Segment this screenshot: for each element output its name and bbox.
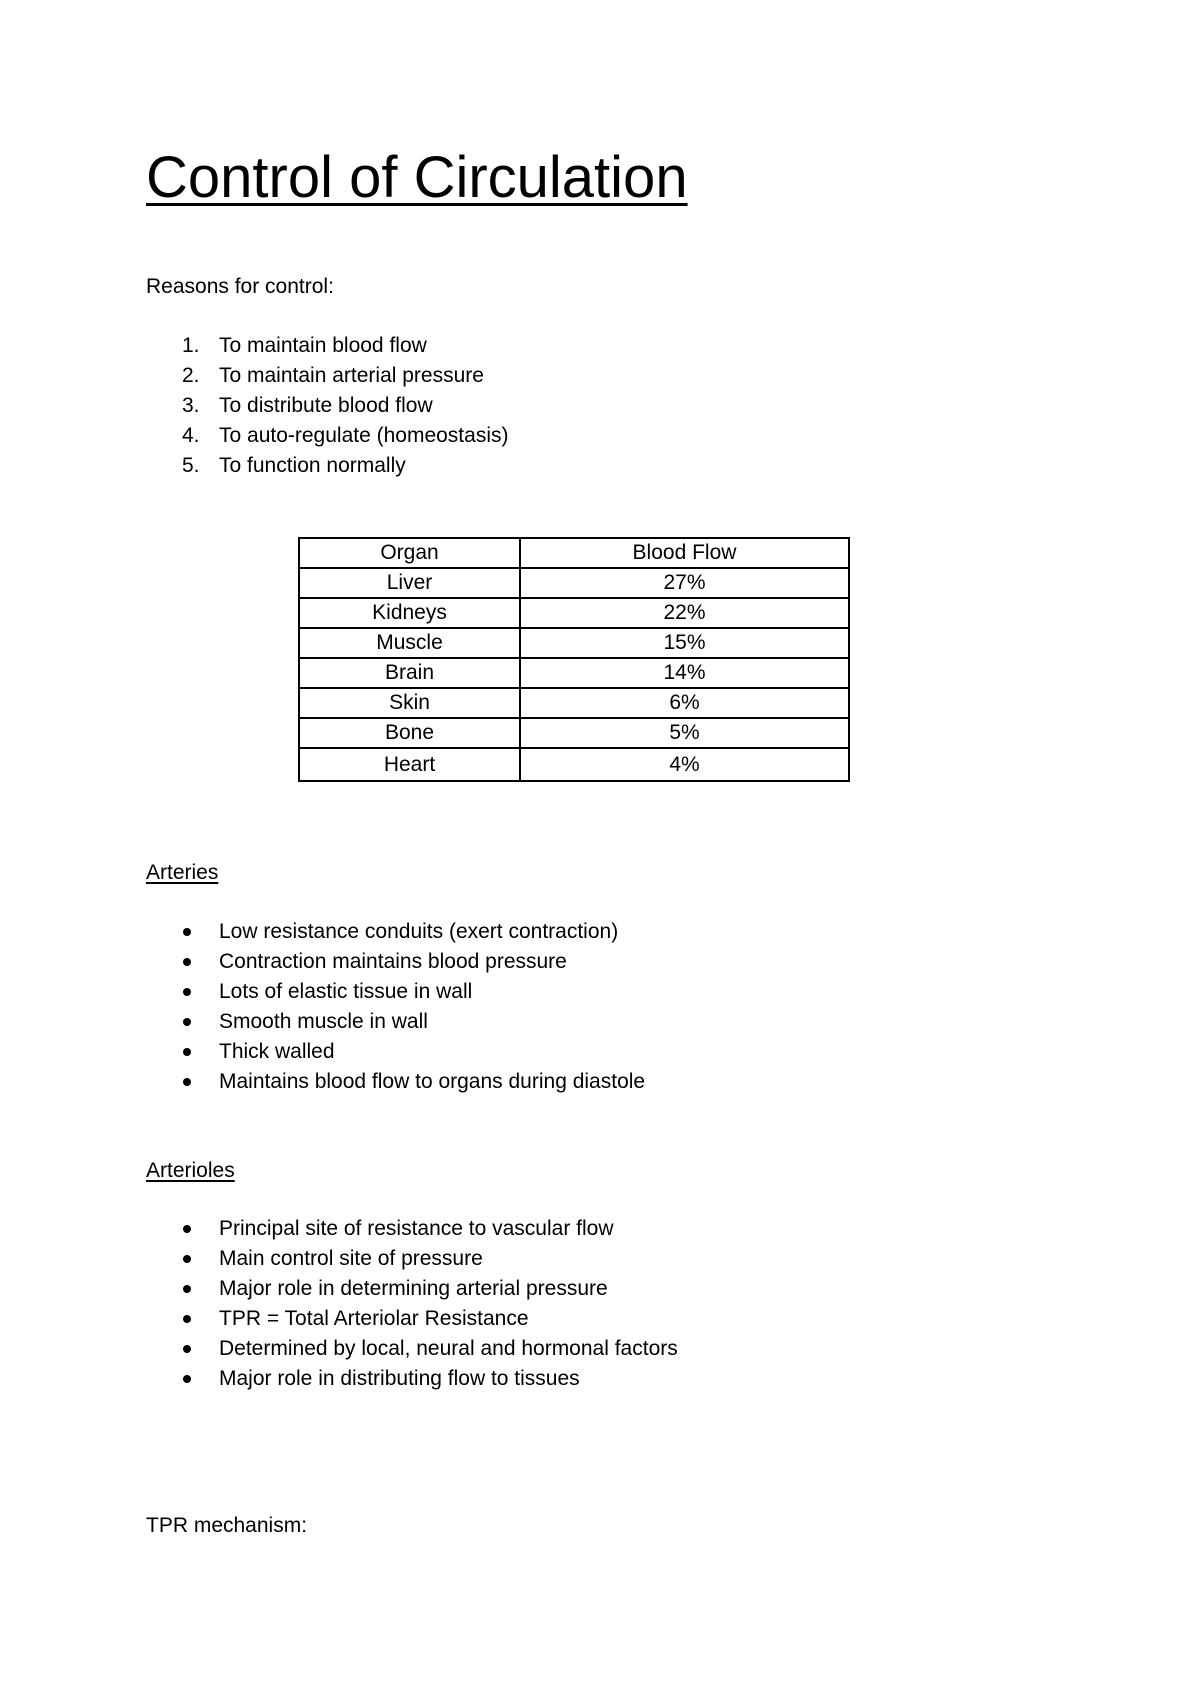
blood-flow-table bbox=[298, 537, 850, 782]
flow-cell: 14% bbox=[520, 658, 849, 688]
list-item-text: Main control site of pressure bbox=[219, 1247, 483, 1270]
bullet-icon bbox=[183, 958, 191, 966]
flow-cell: 5% bbox=[520, 718, 849, 748]
table-row bbox=[299, 598, 849, 628]
bullet-icon bbox=[183, 1345, 191, 1353]
table-row bbox=[299, 658, 849, 688]
table-row bbox=[299, 628, 849, 658]
organ-cell: Brain bbox=[299, 658, 520, 688]
bullet-icon bbox=[183, 1315, 191, 1323]
list-item-text: To maintain blood flow bbox=[219, 334, 427, 357]
table-row bbox=[299, 568, 849, 598]
bullet-icon bbox=[183, 928, 191, 936]
bullet-icon bbox=[183, 1048, 191, 1056]
list-item-text: Maintains blood flow to organs during diastole bbox=[219, 1070, 646, 1093]
bullet-icon bbox=[183, 1375, 191, 1383]
flow-cell: 27% bbox=[520, 568, 849, 598]
arteries-heading: Arteries bbox=[146, 861, 219, 884]
organ-cell: Bone bbox=[299, 718, 520, 748]
flow-cell: 4% bbox=[520, 748, 849, 781]
table-row bbox=[299, 688, 849, 718]
table-row bbox=[299, 718, 849, 748]
list-number: 1. bbox=[182, 334, 200, 357]
bullet-icon bbox=[183, 1285, 191, 1293]
flow-cell: 22% bbox=[520, 598, 849, 628]
list-item-text: TPR = Total Arteriolar Resistance bbox=[219, 1307, 529, 1330]
organ-cell: Heart bbox=[299, 748, 520, 781]
list-number: 4. bbox=[182, 424, 200, 447]
header-blood-flow: Blood Flow bbox=[520, 538, 849, 568]
list-item-text: Determined by local, neural and hormonal factors bbox=[219, 1337, 678, 1360]
list-item-text: Low resistance conduits (exert contraction) bbox=[219, 920, 619, 943]
bullet-icon bbox=[183, 988, 191, 996]
tpr-mechanism-label: TPR mechanism: bbox=[146, 1514, 308, 1537]
table-row bbox=[299, 748, 849, 781]
list-item-text: To distribute blood flow bbox=[219, 394, 433, 417]
organ-cell: Kidneys bbox=[299, 598, 520, 628]
page-title: Control of Circulation bbox=[146, 145, 688, 210]
list-item-text: Thick walled bbox=[219, 1040, 335, 1063]
flow-cell: 15% bbox=[520, 628, 849, 658]
table-header-row bbox=[299, 538, 849, 568]
flow-cell: 6% bbox=[520, 688, 849, 718]
list-item-text: Major role in determining arterial pressure bbox=[219, 1277, 608, 1300]
reasons-intro: Reasons for control: bbox=[146, 275, 334, 298]
bullet-icon bbox=[183, 1255, 191, 1263]
arterioles-heading: Arterioles bbox=[146, 1159, 235, 1182]
list-item-text: Contraction maintains blood pressure bbox=[219, 950, 567, 973]
organ-cell: Skin bbox=[299, 688, 520, 718]
bullet-icon bbox=[183, 1078, 191, 1086]
list-number: 5. bbox=[182, 454, 200, 477]
list-item-text: To maintain arterial pressure bbox=[219, 364, 484, 387]
list-item-text: Principal site of resistance to vascular flow bbox=[219, 1217, 614, 1240]
organ-cell: Muscle bbox=[299, 628, 520, 658]
list-number: 3. bbox=[182, 394, 200, 417]
header-organ: Organ bbox=[299, 538, 520, 568]
bullet-icon bbox=[183, 1018, 191, 1026]
list-item-text: To auto-regulate (homeostasis) bbox=[219, 424, 509, 447]
bullet-icon bbox=[183, 1225, 191, 1233]
list-item-text: Smooth muscle in wall bbox=[219, 1010, 428, 1033]
list-number: 2. bbox=[182, 364, 200, 387]
list-item-text: Lots of elastic tissue in wall bbox=[219, 980, 473, 1003]
list-item-text: Major role in distributing flow to tissues bbox=[219, 1367, 580, 1390]
organ-cell: Liver bbox=[299, 568, 520, 598]
list-item-text: To function normally bbox=[219, 454, 406, 477]
